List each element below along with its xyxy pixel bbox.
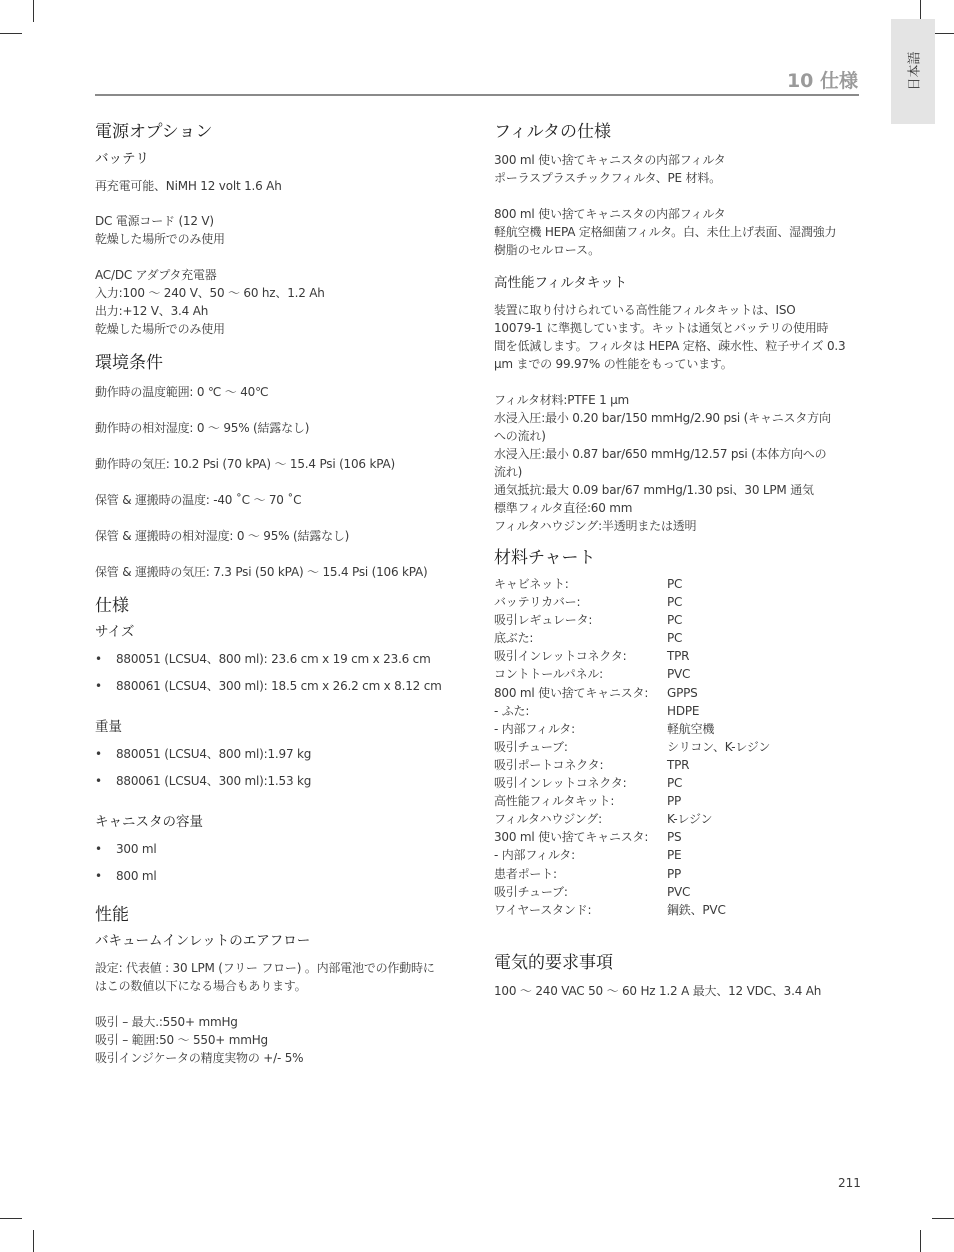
list-item <box>95 772 459 790</box>
material-value: PVC <box>667 884 691 899</box>
filter-kit-line: 装置に取り付けられている高性能フィルタキットは、ISO <box>494 303 796 317</box>
table-row <box>494 575 770 593</box>
filter-kit-line: 間を低減します。フィルタは HEPA 定格、疎水性、粒子サイズ 0.3 <box>494 339 846 353</box>
weight-heading: 重量 <box>95 719 122 735</box>
filter-material-line: 水浸入圧:最小 0.20 bar/150 mmHg/2.90 psi (キャニスタ方向 <box>494 411 831 425</box>
filter-kit-block <box>494 301 862 373</box>
table-row <box>494 846 770 864</box>
left-column <box>95 120 459 1067</box>
table-row <box>494 593 770 611</box>
filter-300-block <box>494 151 862 187</box>
bullet-icon: • <box>95 774 102 788</box>
filter-line: 300 ml 使い捨てキャニスタの内部フィルタ <box>494 153 726 167</box>
material-value: 鋼鉄、PVC <box>667 902 726 917</box>
material-part: ワイヤースタンド: <box>494 902 592 917</box>
filter-kit-line: 10079-1 に準拠しています。キットは通気とバッテリの使用時 <box>494 321 829 335</box>
material-value: シリコン、K-レジン <box>667 739 771 754</box>
power-options-title: 電源オプション <box>95 122 213 142</box>
material-value: TPR <box>667 649 690 664</box>
material-part: 患者ポート: <box>494 866 557 881</box>
crop-mark <box>33 1230 34 1252</box>
capacity-item: 800 ml <box>116 869 157 883</box>
table-row <box>494 774 770 792</box>
electrical-title: 電気的要求事項 <box>494 952 613 973</box>
environment-title: 環境条件 <box>95 353 163 373</box>
size-item: 880051 (LCSU4、800 ml): 23.6 cm x 19 cm x 23.6 cm <box>116 652 431 666</box>
table-row <box>494 792 770 810</box>
material-value: PC <box>667 776 683 791</box>
table-row <box>494 865 770 883</box>
filter-line: 樹脂のセルロース。 <box>494 243 600 257</box>
material-part: フィルタハウジング: <box>494 812 602 827</box>
material-part: 吸引チューブ: <box>494 884 568 899</box>
acdc-line: AC/DC アダプタ充電器 <box>95 268 217 282</box>
crop-mark <box>920 1230 921 1252</box>
environment-item: 保管 & 運搬時の温度: -40 ˚C 〜 70 ˚C <box>95 493 302 507</box>
performance-title: 性能 <box>95 905 129 925</box>
table-row <box>494 665 770 683</box>
filter-800-block <box>494 205 862 259</box>
environment-item: 保管 & 運搬時の相対湿度: 0 〜 95% (結露なし) <box>95 529 350 543</box>
electrical-text: 100 〜 240 VAC 50 〜 60 Hz 1.2 A 最大、12 VDC、3.4 Ah <box>494 983 822 998</box>
capacity-heading: キャニスタの容量 <box>95 814 203 830</box>
material-part: - 内部フィルタ: <box>494 848 575 863</box>
list-item <box>95 840 459 858</box>
dc-cord-block <box>95 212 459 248</box>
material-value: PE <box>667 848 682 863</box>
table-row <box>494 720 770 738</box>
airflow-block <box>95 959 459 995</box>
material-part: - 内部フィルタ: <box>494 721 575 736</box>
table-row <box>494 629 770 647</box>
material-part: キャビネット: <box>494 577 569 591</box>
acdc-block <box>95 266 459 338</box>
table-row <box>494 611 770 629</box>
material-value: PC <box>667 595 683 610</box>
material-part: コントトールパネル: <box>494 667 603 682</box>
suction-line: 吸引インジケータの精度実物の +/- 5% <box>95 1051 304 1065</box>
material-part: 吸引インレットコネクタ: <box>494 776 627 791</box>
material-part: 吸引ポートコネクタ: <box>494 757 604 772</box>
environment-item: 動作時の相対湿度: 0 〜 95% (結露なし) <box>95 421 310 435</box>
material-part: 吸引レギュレータ: <box>494 613 593 628</box>
material-part: - ふた: <box>494 703 530 718</box>
table-row <box>494 647 770 665</box>
material-value: PVC <box>667 667 691 682</box>
filter-line: ポーラスプラスチックフィルタ、PE 材料。 <box>494 171 721 185</box>
filter-line: 800 ml 使い捨てキャニスタの内部フィルタ <box>494 207 726 221</box>
material-part: 300 ml 使い捨てキャニスタ: <box>494 830 649 845</box>
page-number: 211 <box>838 1176 861 1190</box>
list-item <box>95 867 459 885</box>
bullet-icon: • <box>95 747 102 761</box>
material-part: 底ぶた: <box>494 631 534 646</box>
table-row <box>494 738 770 756</box>
bullet-icon: • <box>95 869 102 883</box>
material-table <box>494 575 770 919</box>
material-value: PC <box>667 631 683 646</box>
acdc-line: 乾燥した場所でのみ使用 <box>95 322 225 336</box>
chapter-title: 10 仕様 <box>786 70 858 92</box>
bullet-icon: • <box>95 679 102 693</box>
filter-material-line: フィルタ材料:PTFE 1 μm <box>494 393 630 407</box>
filter-line: 軽航空機 HEPA 定格細菌フィルタ。白、未仕上げ表面、湿潤強力 <box>494 225 837 239</box>
material-value: HDPE <box>667 703 700 718</box>
right-column <box>494 120 862 1000</box>
filter-spec-title: フィルタの仕様 <box>494 122 611 142</box>
weight-item: 880061 (LCSU4、300 ml):1.53 kg <box>116 774 312 788</box>
suction-line: 吸引 – 範囲:50 〜 550+ mmHg <box>95 1033 268 1047</box>
bullet-icon: • <box>95 842 102 856</box>
list-item <box>95 650 459 668</box>
crop-mark <box>932 33 954 34</box>
language-tab-label: 日本語 <box>907 51 923 91</box>
table-row <box>494 756 770 774</box>
material-part: 吸引インレットコネクタ: <box>494 649 627 664</box>
size-item: 880061 (LCSU4、300 ml): 18.5 cm x 26.2 cm x 8.12 cm <box>116 679 442 693</box>
crop-mark <box>0 1218 22 1219</box>
table-row <box>494 702 770 720</box>
crop-mark <box>33 0 34 22</box>
battery-heading: バッテリ <box>95 151 149 167</box>
material-value: PS <box>667 830 682 845</box>
material-chart-title: 材料チャート <box>494 548 596 568</box>
material-part: バッテリカバー: <box>494 595 581 610</box>
specification-title: 仕様 <box>95 596 129 616</box>
material-value: K-レジン <box>667 812 713 827</box>
suction-block <box>95 1013 459 1067</box>
filter-material-line: への流れ) <box>494 429 546 443</box>
capacity-list <box>95 840 459 885</box>
dc-line: DC 電源コード (12 V) <box>95 214 214 228</box>
size-list <box>95 650 459 695</box>
size-heading: サイズ <box>95 624 135 640</box>
filter-kit-line: μm までの 99.97% の性能をもっています。 <box>494 357 733 371</box>
acdc-line: 入力:100 〜 240 V、50 〜 60 hz、1.2 Ah <box>95 286 325 300</box>
table-row <box>494 883 770 901</box>
environment-item: 動作時の温度範囲: 0 ℃ 〜 40℃ <box>95 385 269 399</box>
suction-line: 吸引 – 最大.:550+ mmHg <box>95 1015 238 1029</box>
acdc-line: 出力:+12 V、3.4 Ah <box>95 304 209 318</box>
header-rule <box>95 94 859 96</box>
filter-material-line: 水浸入圧:最小 0.87 bar/650 mmHg/12.57 psi (本体方向への <box>494 447 827 461</box>
material-part: 高性能フィルタキット: <box>494 794 615 809</box>
airflow-line: 設定: 代表値 : 30 LPM (フリー フロー) 。内部電池での作動時に <box>95 961 435 975</box>
airflow-line: はこの数値以下になる場合もあります。 <box>95 979 307 993</box>
filter-material-line: フィルタハウジング:半透明または透明 <box>494 519 697 533</box>
filter-material-line: 標準フィルタ直径:60 mm <box>494 501 633 515</box>
material-value: TPR <box>667 757 690 772</box>
bullet-icon: • <box>95 652 102 666</box>
airflow-heading: バキュームインレットのエアフロー <box>95 933 311 949</box>
material-value: PC <box>667 613 683 628</box>
material-value: PP <box>667 866 682 881</box>
list-item <box>95 745 459 763</box>
table-row <box>494 684 770 702</box>
material-part: 800 ml 使い捨てキャニスタ: <box>494 685 649 700</box>
crop-mark <box>0 33 22 34</box>
list-item <box>95 677 459 695</box>
environment-item: 動作時の気圧: 10.2 Psi (70 kPA) 〜 15.4 Psi (106 kPA) <box>95 457 395 471</box>
weight-list <box>95 745 459 790</box>
material-value: 軽航空機 <box>667 721 715 736</box>
filter-material-line: 通気抵抗:最大 0.09 bar/67 mmHg/1.30 psi、30 LPM 通気 <box>494 483 814 497</box>
dc-line: 乾燥した場所でのみ使用 <box>95 232 225 246</box>
weight-item: 880051 (LCSU4、800 ml):1.97 kg <box>116 747 312 761</box>
material-value: PC <box>667 577 683 591</box>
environment-item: 保管 & 運搬時の気圧: 7.3 Psi (50 kPA) 〜 15.4 Psi (106 kPA) <box>95 565 428 579</box>
material-value: PP <box>667 794 682 809</box>
filter-material-line: 流れ) <box>494 465 523 479</box>
filter-kit-heading: 高性能フィルタキット <box>494 275 628 291</box>
material-part: 吸引チューブ: <box>494 739 568 754</box>
table-row <box>494 810 770 828</box>
table-row <box>494 828 770 846</box>
table-row <box>494 901 770 919</box>
battery-text: 再充電可能、NiMH 12 volt 1.6 Ah <box>95 179 282 193</box>
environment-list <box>95 383 459 581</box>
filter-material-block <box>494 391 862 535</box>
material-value: GPPS <box>667 685 698 700</box>
capacity-item: 300 ml <box>116 842 157 856</box>
language-tab <box>891 19 935 124</box>
crop-mark <box>932 1218 954 1219</box>
